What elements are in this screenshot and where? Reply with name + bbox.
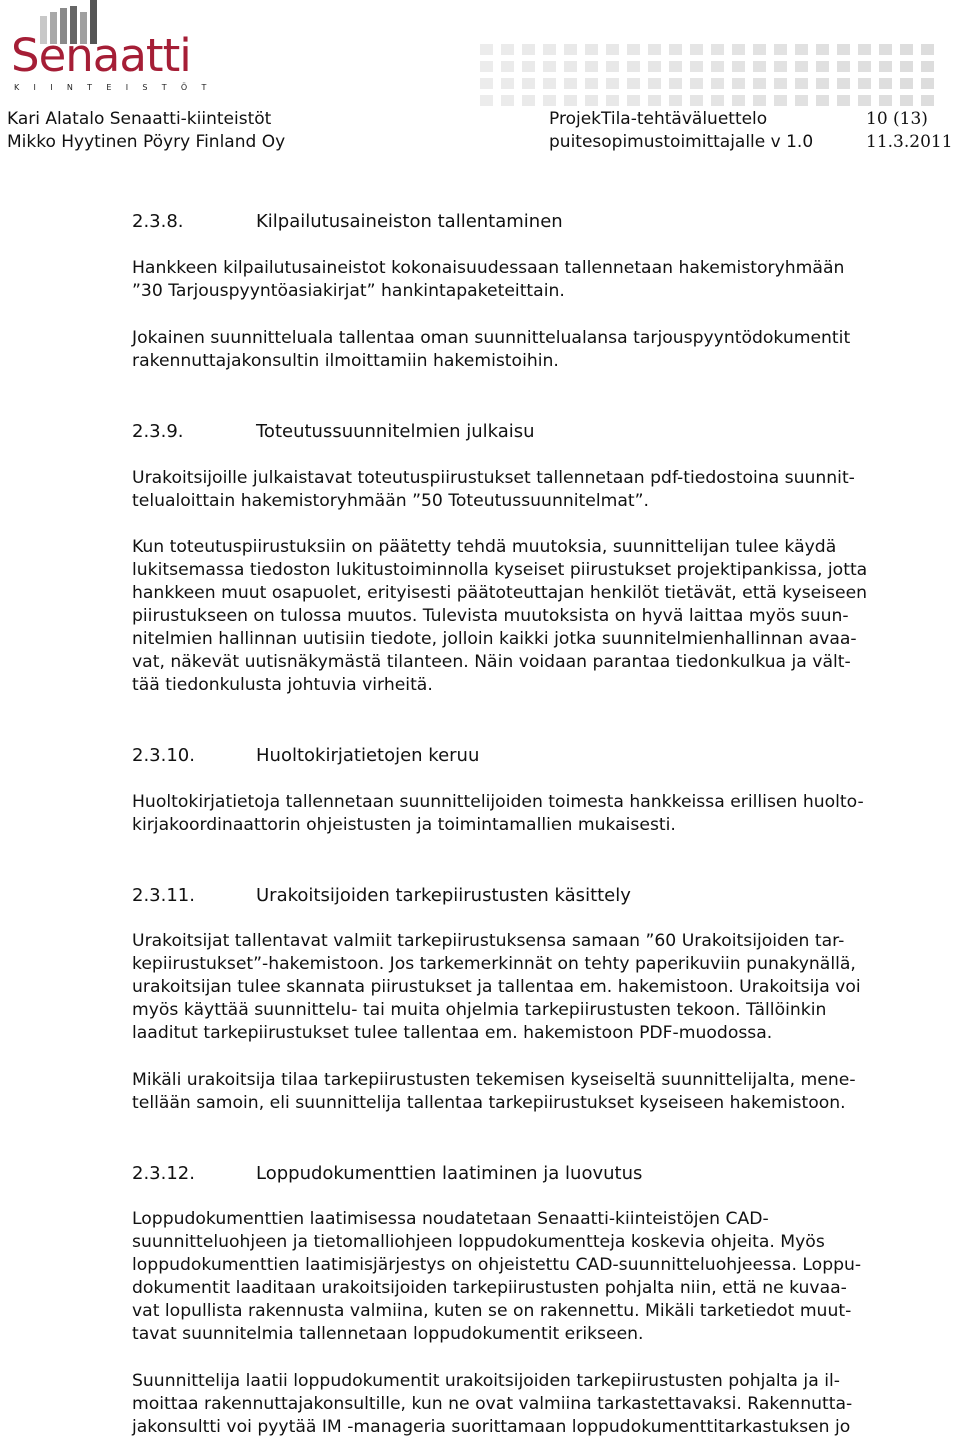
decorative-dot xyxy=(816,95,829,106)
decorative-dot xyxy=(858,78,871,89)
decorative-dot xyxy=(795,61,808,72)
decorative-dot xyxy=(858,44,871,55)
decorative-dot xyxy=(627,95,640,106)
decorative-dot xyxy=(543,44,556,55)
decorative-dot xyxy=(690,78,703,89)
decorative-dot xyxy=(648,61,661,72)
decorative-dot xyxy=(543,95,556,106)
decorative-dot xyxy=(585,95,598,106)
document-subtitle: puitesopimustoimittajalle v 1.0 xyxy=(549,132,814,152)
decorative-dot xyxy=(879,44,892,55)
decorative-dot xyxy=(816,44,829,55)
decorative-dot xyxy=(585,61,598,72)
decorative-dot xyxy=(648,95,661,106)
decorative-dot xyxy=(627,44,640,55)
section-heading xyxy=(132,210,563,233)
decorative-dot xyxy=(564,61,577,72)
decorative-dot xyxy=(921,78,934,89)
section-number: 2.3.8. xyxy=(132,211,184,232)
decorative-dot xyxy=(732,44,745,55)
decorative-dot xyxy=(564,95,577,106)
section-title: Huoltokirjatietojen keruu xyxy=(256,745,480,766)
decorative-dot xyxy=(606,44,619,55)
decorative-dot xyxy=(501,78,514,89)
decorative-dot xyxy=(501,95,514,106)
section-number: 2.3.11. xyxy=(132,885,195,906)
decorative-dot xyxy=(774,61,787,72)
decorative-dot xyxy=(879,78,892,89)
decorative-dot xyxy=(711,78,724,89)
decorative-dot xyxy=(648,44,661,55)
decorative-dot xyxy=(522,61,535,72)
decorative-dot xyxy=(480,78,493,89)
section-title: Urakoitsijoiden tarkepiirustusten käsittely xyxy=(256,885,631,906)
decorative-dot xyxy=(648,78,661,89)
decorative-dot xyxy=(564,44,577,55)
decorative-dot xyxy=(627,61,640,72)
section-title: Toteutussuunnitelmien julkaisu xyxy=(256,421,535,442)
decorative-dot xyxy=(480,95,493,106)
section-heading xyxy=(132,884,631,907)
decorative-dot xyxy=(501,44,514,55)
paragraph: Loppudokumenttien laatimisessa noudatetaan Senaatti-kiinteistöjen CAD- suunnitteluohjeen ja tietomalliohjeen loppudokumentteja koskevia ohjeita. Myös loppudokumenttien laatimisjärjestys on ohjeistettu CAD-suunnitteluohjeessa. Loppu- dokumentit laaditaan urakoitsijoiden tarkepiirustusten pohjalta niin, että ne kuvaa- vat lopullista rakennusta valmiina, kuten se on rakennettu. Mikäli tarketiedot muut- tavat suunnitelmia tallennetaan loppudokumentit erikseen. xyxy=(132,1209,862,1344)
decorative-dot xyxy=(522,44,535,55)
logo-subtitle: KIINTEISTÖT xyxy=(14,83,221,92)
decorative-dot xyxy=(753,95,766,106)
decorative-dot xyxy=(753,44,766,55)
decorative-dot xyxy=(921,44,934,55)
decorative-dot xyxy=(711,95,724,106)
decorative-dot xyxy=(627,78,640,89)
decorative-dot xyxy=(858,95,871,106)
decorative-dot xyxy=(774,78,787,89)
decorative-dot xyxy=(816,78,829,89)
section-number: 2.3.12. xyxy=(132,1163,195,1184)
decorative-dot xyxy=(480,61,493,72)
decorative-dot xyxy=(900,61,913,72)
decorative-dot xyxy=(711,44,724,55)
decorative-dot xyxy=(543,61,556,72)
decorative-dot xyxy=(900,95,913,106)
decorative-dot xyxy=(732,95,745,106)
decorative-dot xyxy=(690,61,703,72)
decorative-dot xyxy=(585,44,598,55)
decorative-dot xyxy=(753,61,766,72)
decorative-dot xyxy=(690,95,703,106)
decorative-dot xyxy=(900,78,913,89)
section-title: Loppudokumenttien laatiminen ja luovutus xyxy=(256,1163,643,1184)
decorative-dot-pattern xyxy=(480,44,940,110)
document-title: ProjekTila-tehtäväluettelo xyxy=(549,109,768,129)
header-author-2: Mikko Hyytinen Pöyry Finland Oy xyxy=(7,132,286,152)
decorative-dot xyxy=(669,78,682,89)
decorative-dot xyxy=(585,78,598,89)
decorative-dot xyxy=(606,78,619,89)
section-number: 2.3.9. xyxy=(132,421,184,442)
document-date: 11.3.2011 xyxy=(866,132,953,152)
decorative-dot xyxy=(837,61,850,72)
decorative-dot xyxy=(879,61,892,72)
page-number: 10 (13) xyxy=(866,109,928,129)
decorative-dot xyxy=(837,95,850,106)
decorative-dot xyxy=(732,61,745,72)
paragraph: Hankkeen kilpailutusaineistot kokonaisuudessaan tallennetaan hakemistoryhmään ”30 Tarjouspyyntöasiakirjat” hankintapaketeittain. xyxy=(132,258,845,301)
decorative-dot xyxy=(921,61,934,72)
decorative-dot xyxy=(522,95,535,106)
paragraph: Huoltokirjatietoja tallennetaan suunnittelijoiden toimesta hankkeissa erillisen huolto- kirjakoordinaattorin ohjeistusten ja toimintamallien mukaisesti. xyxy=(132,792,864,835)
decorative-dot xyxy=(606,95,619,106)
decorative-dot xyxy=(669,61,682,72)
paragraph: Urakoitsijat tallentavat valmiit tarkepiirustuksensa samaan ”60 Urakoitsijoiden tar- kepiirustukset”-hakemistoon. Jos tarkemerkinnät on tehty paperikuviin punakynällä, urakoitsijan tulee skannata piirustukset ja tallentaa em. hakemistoon. Urakoitsija voi myös käyttää suunnittelu- tai muita ohjelmia tarkepiirustusten tekoon. Tällöinkin laaditut tarkepiirustukset tulee tallentaa em. hakemistoon PDF-muodossa. xyxy=(132,931,861,1043)
paragraph: Urakoitsijoille julkaistavat toteutuspiirustukset tallennetaan pdf-tiedostoina suunnit- telualoittain hakemistoryhmään ”50 Toteutussuunnitelmat”. xyxy=(132,468,855,511)
decorative-dot xyxy=(543,78,556,89)
decorative-dot xyxy=(858,61,871,72)
paragraph: Jokainen suunnitteluala tallentaa oman suunnittelualansa tarjouspyyntödokumentit rakennuttajakonsultin ilmoittamiin hakemistoihin. xyxy=(132,328,851,371)
decorative-dot xyxy=(522,78,535,89)
decorative-dot xyxy=(669,95,682,106)
decorative-dot xyxy=(564,78,577,89)
senaatti-logo xyxy=(6,0,221,100)
section-heading xyxy=(132,744,479,767)
decorative-dot xyxy=(732,78,745,89)
decorative-dot xyxy=(879,95,892,106)
decorative-dot xyxy=(795,78,808,89)
decorative-dot xyxy=(837,78,850,89)
section-title: Kilpailutusaineiston tallentaminen xyxy=(256,211,563,232)
section-number: 2.3.10. xyxy=(132,745,195,766)
decorative-dot xyxy=(753,78,766,89)
decorative-dot xyxy=(711,61,724,72)
paragraph: Mikäli urakoitsija tilaa tarkepiirustusten tekemisen kyseiseltä suunnittelijalta, mene- tellään samoin, eli suunnittelija tallentaa tarkepiirustukset kyseiseen hakemistoon. xyxy=(132,1070,856,1113)
paragraph: Kun toteutuspiirustuksiin on päätetty tehdä muutoksia, suunnittelijan tulee käydä lukitsemassa tiedoston lukitustoiminnolla kyseiset piirustukset projektipankissa, jotta hankkeen muut osapuolet, erityisesti päätoteuttajan henkilöt tietävät, että kyseiseen piirustukseen on tulossa muutos. Tulevista muutoksista on hyvä laittaa myös suun- nitelmien hallinnan uutisiin tiedote, jolloin kaikki jotka suunnitelmienhallinnan avaa- vat, näkevät uutisnäkymästä tilanteen. Näin voidaan parantaa tiedonkulkua ja vält- tää tiedonkulusta johtuvia virheitä. xyxy=(132,537,868,695)
section-heading xyxy=(132,1162,642,1185)
decorative-dot xyxy=(606,61,619,72)
logo-wordmark: Senaatti xyxy=(11,29,191,82)
section-heading xyxy=(132,420,535,443)
decorative-dot xyxy=(837,44,850,55)
paragraph: Suunnittelija laatii loppudokumentit urakoitsijoiden tarkepiirustusten pohjalta ja il- moittaa rakennuttajakonsultille, kun ne ovat valmiina tarkastettavaksi. Rakennutta- jakonsultti voi pyytää IM -manageria suorittamaan loppudokumenttitarkastuksen jo xyxy=(132,1371,853,1437)
decorative-dot xyxy=(795,44,808,55)
decorative-dot xyxy=(480,44,493,55)
decorative-dot xyxy=(774,95,787,106)
decorative-dot xyxy=(921,95,934,106)
decorative-dot xyxy=(816,61,829,72)
decorative-dot xyxy=(690,44,703,55)
decorative-dot xyxy=(900,44,913,55)
decorative-dot xyxy=(669,44,682,55)
decorative-dot xyxy=(501,61,514,72)
header-author-1: Kari Alatalo Senaatti-kiinteistöt xyxy=(7,109,272,129)
decorative-dot xyxy=(774,44,787,55)
decorative-dot xyxy=(795,95,808,106)
